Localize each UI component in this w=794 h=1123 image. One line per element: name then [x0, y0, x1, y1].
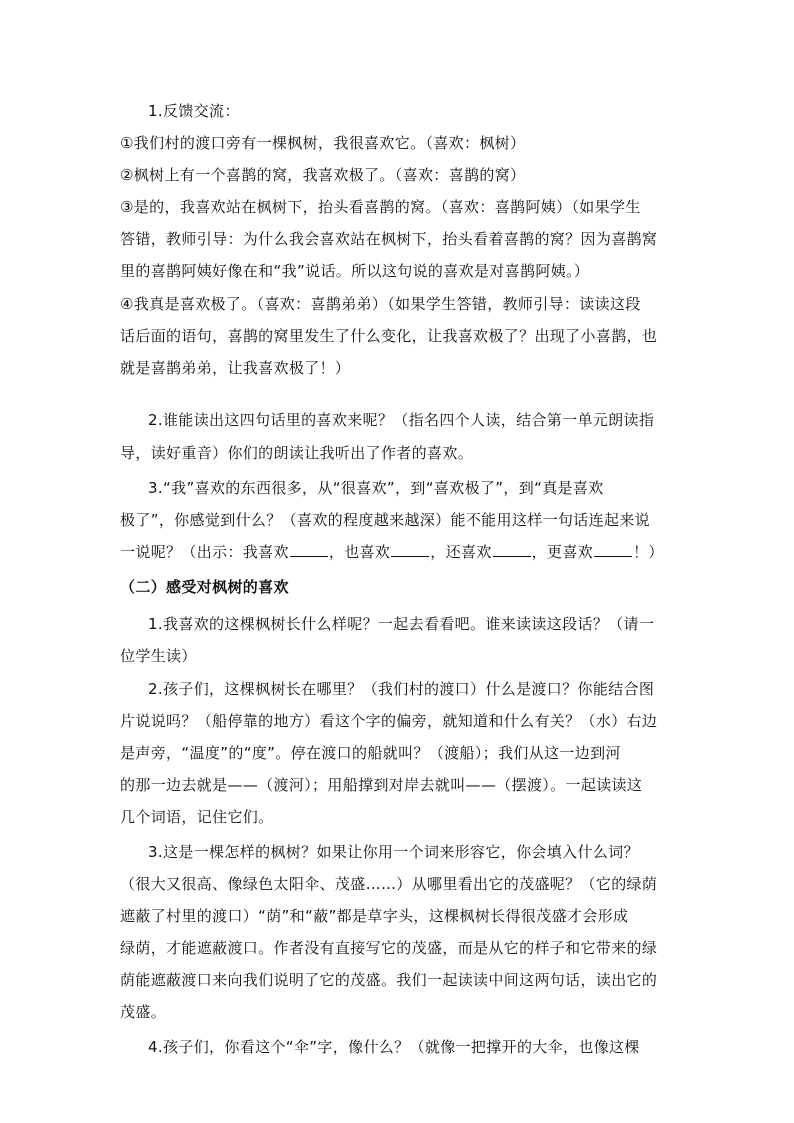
- paragraph-line: 遮蔽了村里的渡口）“荫”和“蔽”都是草字头，这棵枫树长得很茂盛才会形成: [120, 907, 629, 925]
- paragraph-line: 话后面的语句，喜鹊的窝里发生了什么变化，让我喜欢极了？出现了小喜鹊，也: [120, 327, 658, 345]
- paragraph-line: 答错，教师引导：为什么我会喜欢站在枫树下，抬头看着喜鹊的窝？因为喜鹊窝: [120, 230, 658, 248]
- fill-line-suffix: ！）: [633, 543, 664, 561]
- paragraph-line: ②枫树上有一个喜鹊的窝，我喜欢极了。（喜欢：喜鹊的窝）: [120, 166, 526, 184]
- blank-2: [391, 542, 429, 557]
- paragraph-line: 茂盛。: [120, 1003, 167, 1021]
- paragraph-line: ③是的，我喜欢站在枫树下，抬头看喜鹊的窝。（喜欢：喜鹊阿姨）（如果学生: [120, 198, 641, 216]
- paragraph-line: 极了”，你感觉到什么？（喜欢的程度越来越深）能不能用这样一句话连起来说: [120, 511, 651, 529]
- paragraph-line: 3.“我”喜欢的东西很多，从“很喜欢”，到“喜欢极了”，到“真是喜欢: [148, 479, 604, 497]
- section-heading: （二）感受对枫树的喜欢: [120, 578, 289, 596]
- paragraph-line: 的那一边去就是——（渡河）；用船撑到对岸去就叫——（摆渡）。一起读读这: [120, 776, 643, 794]
- fill-blank-line: [120, 542, 680, 562]
- fill-line-prefix: 一说呢？（出示：我喜欢: [120, 543, 289, 561]
- paragraph-line: 绿荫，才能遮蔽渡口。作者没有直接写它的茂盛，而是从它的样子和它带来的绿: [120, 939, 658, 957]
- paragraph-line: 导，读好重音）你们的朗读让我听出了作者的喜欢。: [120, 444, 474, 462]
- fill-line-mid1: ，也喜欢: [328, 543, 391, 561]
- paragraph-line: 3.这是一棵怎样的枫树？如果让你用一个词来形容它，你会填入什么词？: [148, 843, 639, 861]
- paragraph-line: 位学生读）: [120, 647, 197, 665]
- paragraph-line: 4.孩子们，你看这个“伞”字，像什么？（就像一把撑开的大伞，也像这棵: [148, 1038, 640, 1056]
- fill-line-mid3: ，更喜欢: [531, 543, 594, 561]
- paragraph-line: 就是喜鹊弟弟，让我喜欢极了！）: [120, 359, 351, 377]
- fill-line-mid2: ，还喜欢: [430, 543, 492, 561]
- paragraph-line: ④我真是喜欢极了。（喜欢：喜鹊弟弟）（如果学生答错，教师引导：读读这段: [120, 295, 641, 313]
- paragraph-line: ①我们村的渡口旁有一棵枫树，我很喜欢它。（喜欢：枫树）: [120, 134, 526, 152]
- blank-4: [594, 542, 632, 557]
- blank-3: [493, 542, 531, 557]
- blank-1: [290, 542, 328, 557]
- paragraph-line: 片说说吗？（船停靠的地方）看这个字的偏旁，就知道和什么有关？（水）右边: [120, 712, 658, 730]
- paragraph-line: 2.谁能读出这四句话里的喜欢来呢？（指名四个人读，结合第一单元朗读指: [148, 411, 655, 429]
- paragraph-line: 1.反馈交流：: [148, 102, 240, 120]
- paragraph-line: 1.我喜欢的这棵枫树长什么样呢？一起去看看吧。谁来读读这段话？（请一: [148, 615, 655, 633]
- paragraph-line: 2.孩子们，这棵枫树长在哪里？（我们村的渡口）什么是渡口？你能结合图: [148, 680, 655, 698]
- paragraph-line: （很大又很高、像绿色太阳伞、茂盛……）从哪里看出它的茂盛呢？（它的绿荫: [120, 875, 658, 893]
- paragraph-line: 里的喜鹊阿姨好像在和“我”说话。所以这句说的喜欢是对喜鹊阿姨。）: [120, 262, 590, 280]
- paragraph-line: 几个词语，记住它们。: [120, 808, 274, 826]
- paragraph-line: 荫能遮蔽渡口来向我们说明了它的茂盛。我们一起读读中间这两句话，读出它的: [120, 971, 658, 989]
- paragraph-line: 是声旁，“温度”的“度”。停在渡口的船就叫？（渡船）；我们从这一边到河: [120, 744, 621, 762]
